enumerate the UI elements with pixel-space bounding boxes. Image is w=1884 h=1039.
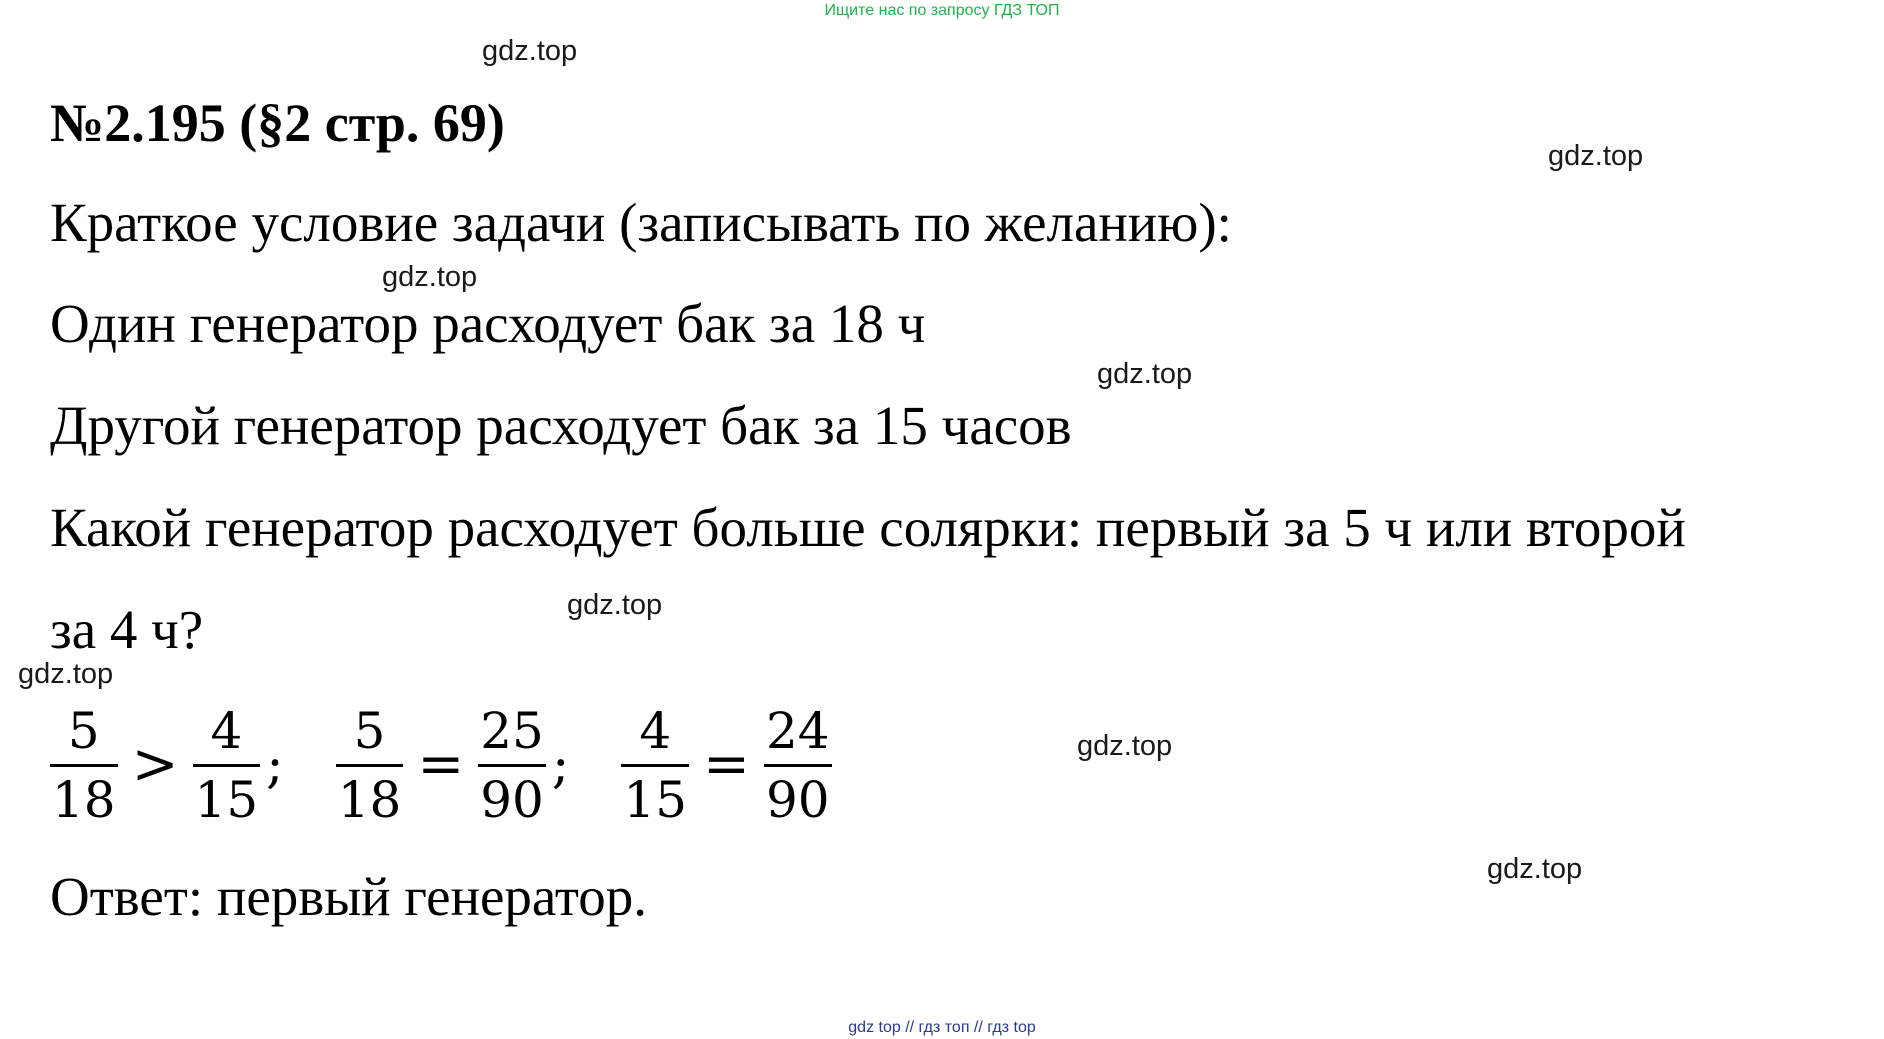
top-banner: Ищите нас по запросу ГДЗ ТОП [824,2,1060,19]
condition-line-2: Другой генератор расходует бак за 15 часов [50,395,1072,456]
watermark: gdz.top [1548,140,1644,172]
question-line-2: за 4 ч? [50,599,204,660]
problem-title: №2.195 (§2 стр. 69) [50,93,505,153]
watermark: gdz.top [567,589,663,621]
numerator: 25 [480,701,544,760]
denominator: 18 [52,770,116,829]
fraction [193,698,261,833]
fraction [764,698,832,833]
equals-sign: = [417,732,465,797]
solution-math [50,695,832,835]
numerator: 24 [765,701,830,760]
numerator: 4 [210,701,243,760]
watermark: gdz.top [1077,730,1173,762]
denominator: 90 [765,770,830,829]
watermark: gdz.top [482,35,578,67]
equals-sign: = [703,732,750,797]
watermark: gdz.top [1097,358,1193,390]
watermark: gdz.top [1487,853,1583,885]
numerator: 5 [67,701,100,760]
condition-heading: Краткое условие задачи (записывать по желанию): [50,192,1232,253]
fraction [50,698,118,833]
bottom-banner: gdz top // гдз топ // гдз top [848,1019,1036,1036]
greater-than-sign: > [131,732,179,797]
answer-line: Ответ: первый генератор. [50,866,647,927]
fraction [621,698,689,833]
watermark: gdz.top [382,261,478,293]
denominator: 90 [480,770,544,829]
separator: ; [551,735,570,795]
denominator: 15 [194,770,259,829]
fraction [336,698,404,833]
numerator: 5 [353,701,386,760]
denominator: 15 [623,770,688,829]
fraction [478,698,546,833]
watermark: gdz.top [18,658,114,690]
denominator: 18 [337,770,402,829]
separator: ; [266,735,284,795]
condition-line-1: Один генератор расходует бак за 18 ч [50,293,926,354]
question-line-1: Какой генератор расходует больше солярки: первый за 5 ч или второй [50,497,1686,558]
numerator: 4 [639,701,672,760]
